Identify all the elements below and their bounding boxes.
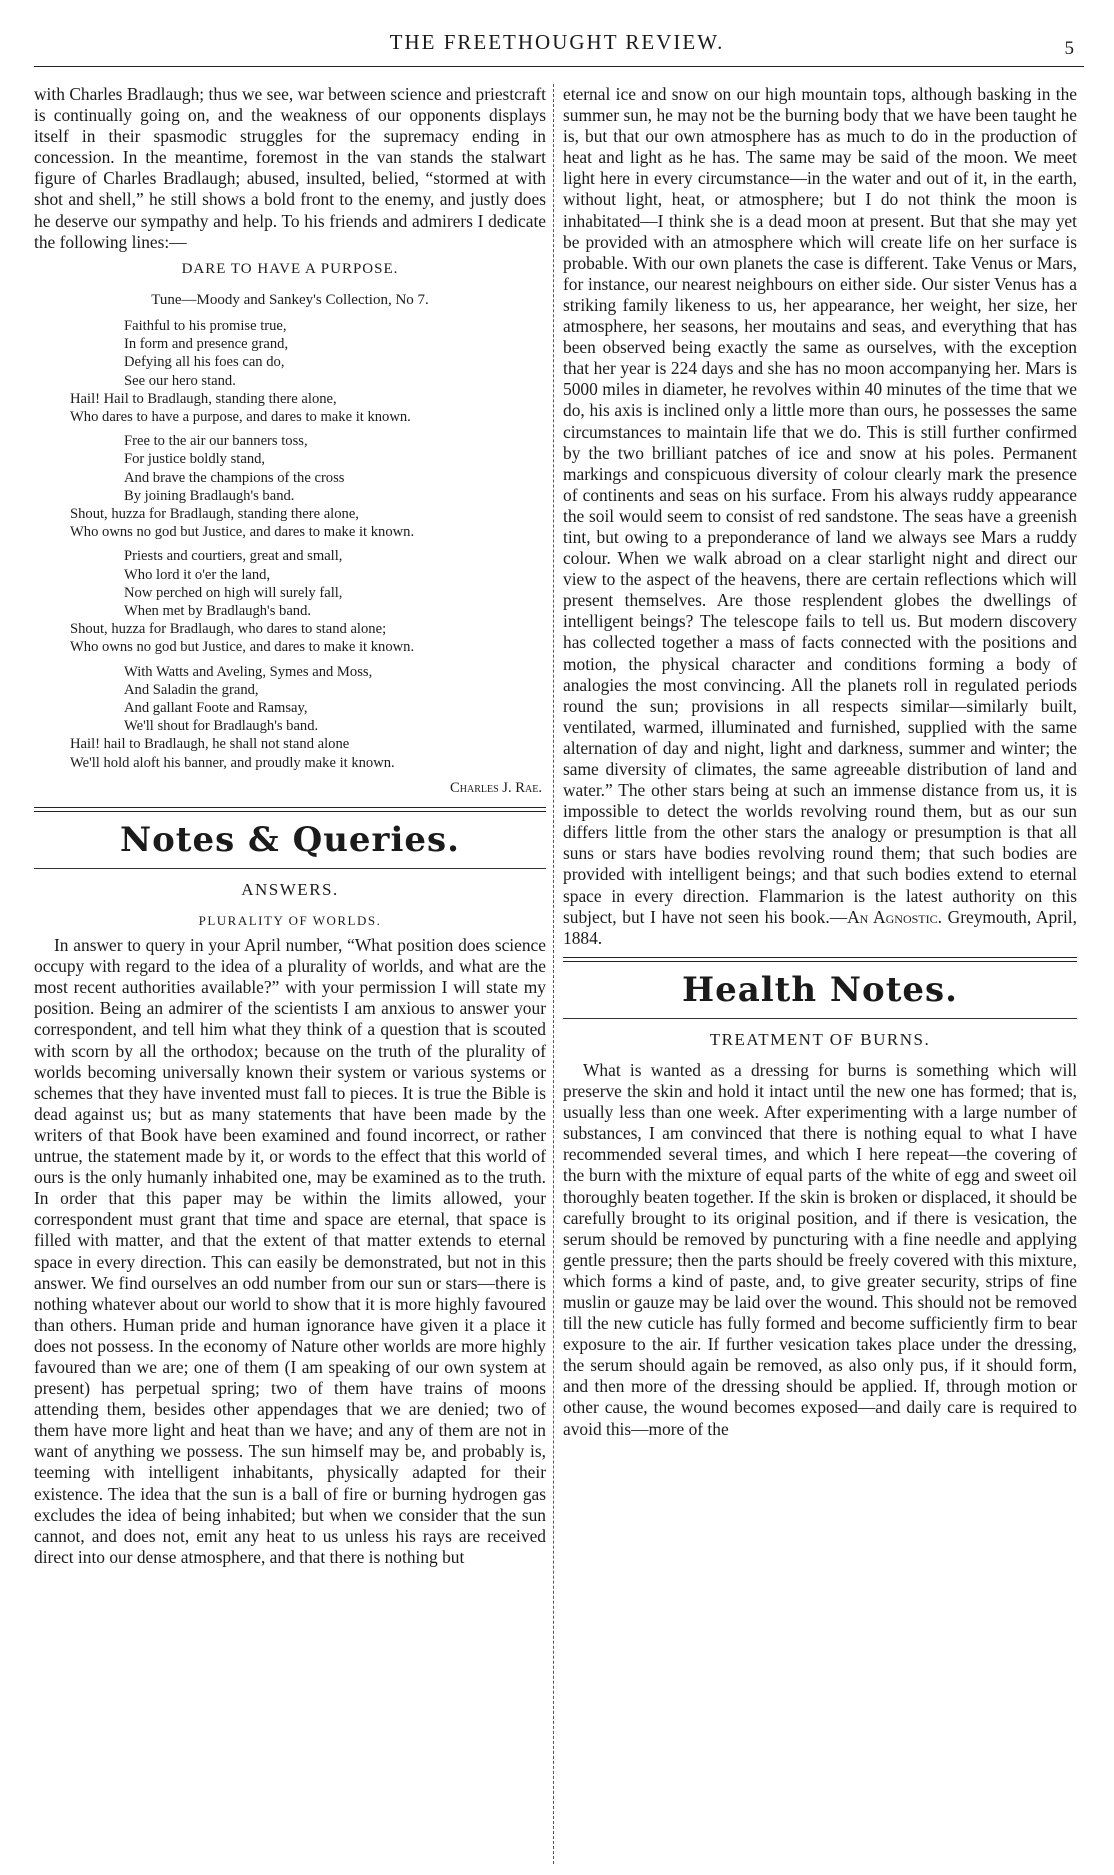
verse-line: In form and presence grand, bbox=[124, 336, 289, 353]
verse-line: Now perched on high will surely fall, bbox=[124, 584, 343, 601]
page-header bbox=[0, 22, 1114, 58]
verse-line: See our hero stand. bbox=[124, 372, 236, 389]
chorus-line: Who owns no god but Justice, and dares to make it known. bbox=[70, 524, 415, 541]
verse-line: And Saladin the grand, bbox=[124, 681, 259, 698]
poem-signature: Charles J. Rae. bbox=[450, 779, 542, 796]
verse-line: And gallant Foote and Ramsay, bbox=[124, 700, 308, 716]
stanza-2 bbox=[34, 432, 546, 541]
article-subheading: TREATMENT OF BURNS. bbox=[709, 1029, 931, 1049]
chorus-line: Hail! hail to Bradlaugh, he shall not stand alone bbox=[70, 736, 350, 753]
verse-line: For justice boldly stand, bbox=[124, 451, 266, 468]
stanza-4 bbox=[34, 663, 546, 772]
verse-line: Faithful to his promise true, bbox=[124, 317, 287, 334]
stanza-1 bbox=[34, 317, 546, 426]
answers-heading: ANSWERS. bbox=[241, 879, 339, 899]
chorus-line: Shout, huzza for Bradlaugh, who dares to stand alone; bbox=[70, 621, 387, 638]
stanza-3 bbox=[34, 547, 546, 656]
chorus-line: Shout, huzza for Bradlaugh, standing there alone, bbox=[70, 505, 359, 522]
article-body: What is wanted as a dressing for burns is something which will preserve the skin and hold it intact until the new one has formed; that is, usually less than one week. After experimenting with a large number of substances, I am convinced that there is nothing equal to what I have recommended several times, and which I here repeat—the covering of the burn with the mixture of equal parts of the white of egg and sweet oil thoroughly beaten together. If the skin is broken or displaced, it should be carefully brought to its original position, and if there is vesication, the serum should be removed by puncturing with a fine needle and applying gentle pressure; then the parts should be freely covered with this mixture, which forms a kind of paste, and, to give greater security, strips of fine muslin or gauze may be laid over the wound. This should not be removed till the new cuticle has fully formed and become sufficiently firm to bear exposure to the air. If further vesication takes place under the dressing, the serum should again be removed, as also only pus, if it should form, and then more of the dressing should be applied. If, through motion or other cause, the wound becomes exposed—and daily care is required to avoid this—more of the bbox=[563, 1059, 1077, 1439]
article-subheading: PLURALITY OF WORLDS. bbox=[198, 913, 382, 928]
song-tune: Tune—Moody and Sankey's Collection, No 7. bbox=[151, 291, 429, 308]
column-divider bbox=[553, 84, 554, 1864]
verse-line: By joining Bradlaugh's band. bbox=[124, 487, 295, 504]
song-title: DARE TO HAVE A PURPOSE. bbox=[181, 260, 399, 277]
chorus-line: We'll hold aloft his banner, and proudly make it known. bbox=[70, 754, 395, 771]
heading-rule bbox=[34, 868, 546, 869]
chorus-line: Who dares to have a purpose, and dares to make it known. bbox=[70, 408, 411, 425]
running-title: THE FREETHOUGHT REVIEW. bbox=[389, 30, 725, 54]
right-column bbox=[563, 84, 1077, 1864]
place-date: Greymouth, April, 1884. bbox=[563, 906, 1077, 948]
continued-article-body bbox=[563, 84, 1077, 949]
section-divider bbox=[563, 957, 1077, 962]
verse-line: When met by Bradlaugh's band. bbox=[124, 602, 312, 619]
verse-line: And brave the champions of the cross bbox=[124, 469, 345, 486]
heading-rule bbox=[563, 1018, 1077, 1019]
verse-line: Defying all his foes can do, bbox=[124, 354, 285, 371]
verse-line: Free to the air our banners toss, bbox=[124, 433, 308, 450]
section-divider bbox=[34, 807, 546, 812]
article-body: In answer to query in your April number, “What position does science occupy with regard to the idea of a plurality of worlds, and what are the most recent authorities available?” with your permission I will state my position. Being an admirer of the scientists I am anxious to answer your correspondent, and tell him what they think of a question that is scouted with scorn by all the orthodox; because on the truth of the plurality of worlds becoming universally known their system or various systems or schemes that they have invented must fall to pieces. It is true the Bible is dead against us; but as many statements that have been made by the writers of that Book have been examined and found incorrect, or rather untrue, the statement made by it, or words to the effect that this world of ours is the only humanly inhabited one, may be examined as to the truth. In order that this paper may be within the limits allowed, your correspondent must grant that time and space are eternal, that space is filled with matter, and that the extent of that matter extends to eternal space in every direction. This can easily be demonstrated, but not in this answer. We find ourselves an odd number from our sun or stars—there is nothing whatever about our world to show that it is more highly favoured than others. Human pride and human ignorance have given it a place it does not possess. In the economy of Nature other worlds are more highly favoured than we are; one of them (I am speaking of our own system at present) has perpetual spring; two of them have trains of moons attending them, besides other appendages that we are denied; two of them have more light and heat than we have; and any of them are not in want of anything we possess. The sun himself may be, and probably is, teeming with intelligent inhabitants, physically adapted for their existence. The idea that the sun is a ball of fire or burning hydrogen gas excludes the idea of being inhabited; but when we consider that the sun cannot, and does not, emit any heat to us unless his rays are received direct into our dense atmosphere, and that there is nothing but bbox=[34, 935, 546, 1567]
continued-text: eternal ice and snow on our high mountain tops, although basking in the summer sun, he may not be the burning body that we have been taught he is, but that our own atmosphere has as much to do in the production of heat and light as he has. The same may be said of the moon. We meet light here in every circumstance—in the water and out of it, in the earth, without light, heat, or atmosphere; but I do not think the moon is inhabitated—I think she is a dead moon at present. But that she may yet be provided with an atmosphere which will create life on her surface is probable. With our own planets the case is different. Take Venus or Mars, for instance, our nearest neighbours on either side. Our sister Venus has a striking family likeness to us, her appearance, her weight, her size, her atmosphere, her seasons, her moutains and seas, and everything that has been observed being exactly the same as ourselves, with the exception that her year is 224 days and she has no moon accompanying her. Mars is 5000 miles in diameter, he revolves within 40 minutes of the time that we do, his axis is inclined only a little more than ours, he possesses the same circumstances to maintain life that we do. This is still further confirmed by the two brilliant patches of ice and snow at his poles. Permanent markings and conspicuous diversity of colour clearly mark the presence of continents and seas on his surface. From his always ruddy appearance the soil would seem to consist of red sandstone. The seas have a greenish tint, but owing to a preponderance of land we always see Mars a ruddy colour. When we walk abroad on a clear starlight night and direct our view to the aspect of the heavens, there are certain reflections which will present themselves. Are those resplendent globes the dwellings of intelligent beings? The telescope fails to tell us. But modern discovery has collected together a mass of facts connected with the positions and motion, the physical character and conditions forming a body of analogies the most convincing. All the planets roll in regulated periods round the sun; provisions in all respects similar—similarly built, ventilated, warmed, illuminated and furnished, supplied with the same alternation of day and night, light and darkness, summer and winter; the same diversity of climates, the same agreeable distribution of land and water.” The other stars being at such an immense distance from us, it is impossible to detect the worlds revolving round them, but as our sun differs little from the other stars the analogy or presumption is that all suns or stars have bodies revolving round them; that such bodies are provided with intelligent beings; and that such bodies extend to eternal space in every direction. Flammarion is the latest authority on this subject, but I have not seen his book. bbox=[563, 84, 1077, 927]
page-number: 5 bbox=[1064, 38, 1074, 59]
author-signoff: —An Agnostic. bbox=[829, 906, 942, 927]
left-column bbox=[34, 84, 546, 1864]
verse-line: With Watts and Aveling, Symes and Moss, bbox=[124, 663, 373, 680]
header-rule bbox=[34, 66, 1084, 67]
verse-line: We'll shout for Bradlaugh's band. bbox=[124, 718, 319, 735]
chorus-line: Who owns no god but Justice, and dares to make it known. bbox=[70, 639, 415, 656]
intro-paragraph: with Charles Bradlaugh; thus we see, war between science and priestcraft is continually going on, and the weakness of our opponents displays itself in their spasmodic struggles for the supremacy ending in concession. In the meantime, foremost in the van stands the stalwart figure of Charles Bradlaugh; abused, insulted, belied, “stormed at with shot and shell,” he still shows a bold front to the enemy, and justly does he deserve our sympathy and help. To his friends and admirers I dedicate the following lines:— bbox=[34, 84, 546, 252]
verse-line: Priests and courtiers, great and small, bbox=[124, 548, 343, 565]
verse-line: Who lord it o'er the land, bbox=[124, 566, 271, 583]
chorus-line: Hail! Hail to Bradlaugh, standing there alone, bbox=[70, 390, 337, 407]
section-heading-health-notes: Health Notes. bbox=[681, 969, 959, 1010]
section-heading-notes-queries: Notes & Queries. bbox=[119, 819, 460, 860]
